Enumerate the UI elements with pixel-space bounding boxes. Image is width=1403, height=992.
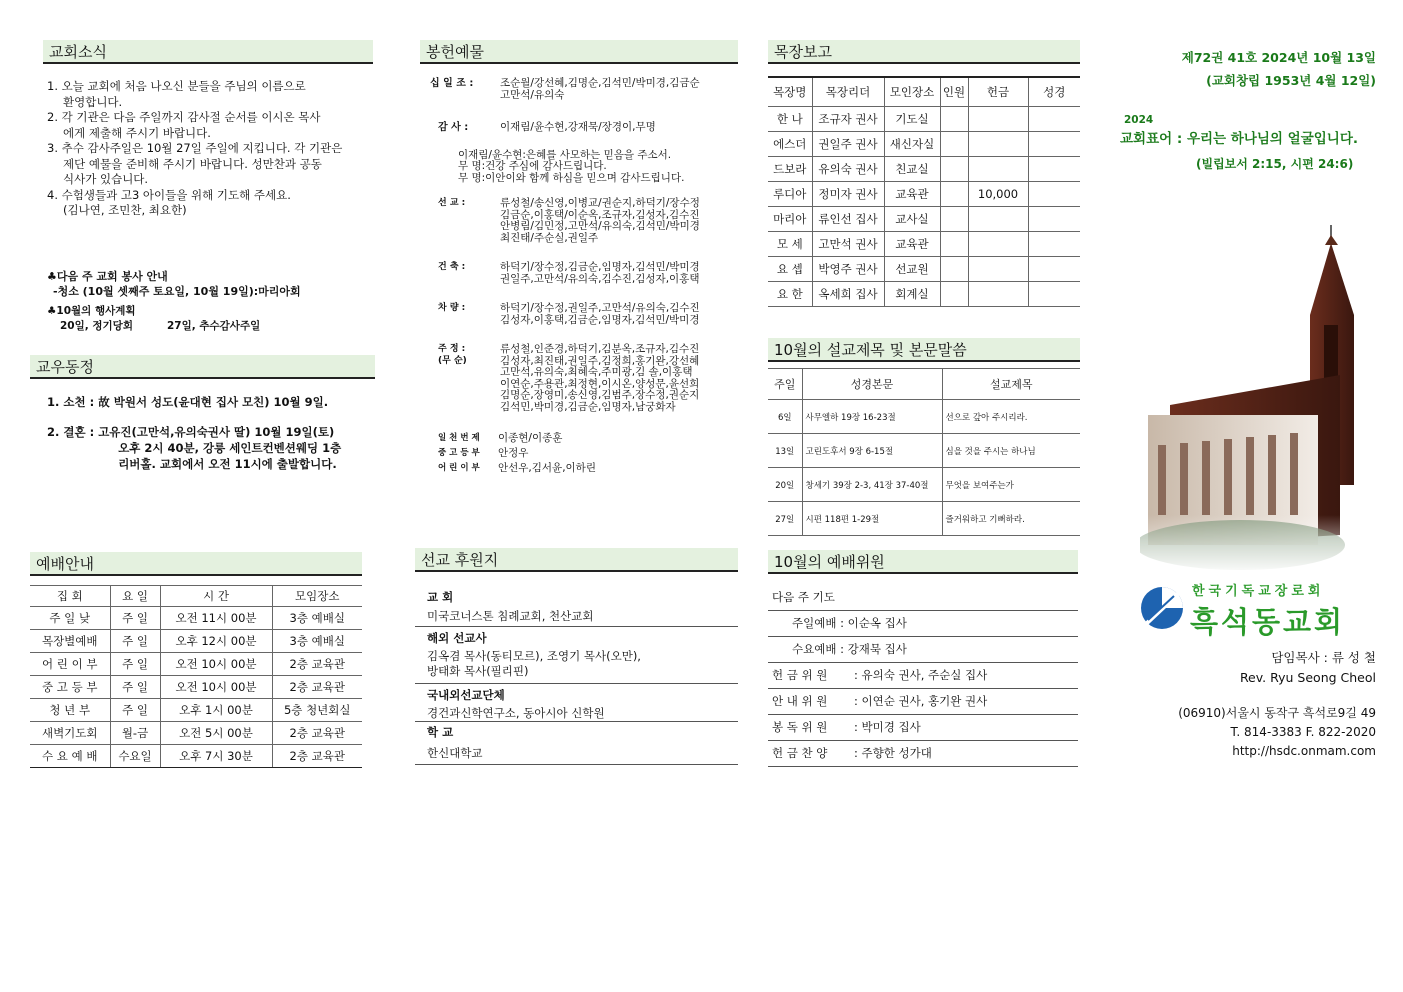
shepherd-cell: 한 나 xyxy=(768,106,812,131)
plan-item: 27일, 추수감사주일 xyxy=(166,320,261,332)
church-name: 흑석동교회 xyxy=(1190,605,1346,639)
offering-names: 조순월/강선혜,김명순,김석민/박미경,김금순 xyxy=(500,77,700,89)
shepherd-cell xyxy=(1028,231,1080,256)
news-item: 3. 추수 감사주일은 10월 27일 주일에 지킵니다. 각 기관은 제단 예물을 준비해 주시기 바랍니다. 성만찬과 공동 식사가 있습니다. xyxy=(47,141,343,186)
shepherd-cell xyxy=(1028,281,1080,306)
worship-header xyxy=(30,552,362,576)
committee-next-label: 다음 주 기도 xyxy=(768,585,1078,611)
news-item: 1. 오늘 교회에 처음 나오신 분들을 주님의 이름으로 환영합니다. xyxy=(47,79,306,109)
shepherd-row xyxy=(768,256,1080,281)
committee-title: 10월의 예배위원 xyxy=(774,553,885,571)
members-header xyxy=(30,355,375,379)
sermon-row xyxy=(768,468,1080,502)
worship-row xyxy=(30,630,362,653)
sermon-cell: 심을 것을 주시는 하나님 xyxy=(942,434,1080,468)
worship-col-header: 집 회 xyxy=(30,586,110,607)
shepherd-cell xyxy=(1028,206,1080,231)
shepherd-cell: 교육관 xyxy=(884,231,940,256)
shepherd-col-header: 목장명 xyxy=(768,77,812,106)
committee-row: 헌 금 위 원 : 유의숙 권사, 주순실 집사 xyxy=(768,663,1078,689)
committee-value: 박미경 집사 xyxy=(861,720,921,734)
phone: T. 814-3383 F. 822-2020 xyxy=(1230,725,1376,739)
offering-extra xyxy=(430,431,730,476)
pastor-info xyxy=(1150,648,1376,688)
church-building-illustration xyxy=(1140,225,1372,575)
shepherd-cell: 박영주 권사 xyxy=(812,256,884,281)
shepherd-cell xyxy=(968,231,1028,256)
sermon-cell: 즐거워하고 기뻐하라. xyxy=(942,502,1080,536)
plan-item: 20일, 정기당회 xyxy=(60,320,133,332)
shepherd-cell xyxy=(1028,181,1080,206)
committee-row: 안 내 위 원 : 이연순 권사, 홍기완 권사 xyxy=(768,689,1078,715)
sermon-cell: 13일 xyxy=(768,434,802,468)
worship-cell: 주 일 xyxy=(110,699,160,722)
shepherd-cell: 유의숙 권사 xyxy=(812,156,884,181)
pastor-korean: 담임목사 : 류 성 철 xyxy=(1271,650,1376,665)
offering-sublabel: (무 순) xyxy=(438,355,467,366)
offering-label: 선 교 : xyxy=(438,198,466,208)
shepherd-cell: 고만석 권사 xyxy=(812,231,884,256)
worship-cell: 오전 5시 00분 xyxy=(160,722,272,745)
members-text: 고유진(고만석,유의숙권사 딸) 10월 19일(토) xyxy=(98,425,335,439)
offering-label: 차 량 : xyxy=(438,303,466,313)
offerings-header xyxy=(420,40,738,64)
shepherd-cell: 옥세희 집사 xyxy=(812,281,884,306)
service-title: ♣다음 주 교회 봉사 안내 xyxy=(47,270,168,283)
worship-cell: 오후 1시 00분 xyxy=(160,699,272,722)
offering-names: 고만석/유의숙 xyxy=(500,88,565,101)
shepherd-row xyxy=(768,131,1080,156)
shepherd-cell xyxy=(940,131,968,156)
worship-row xyxy=(30,722,362,745)
shepherd-table xyxy=(768,76,1080,307)
worship-cell: 2층 교육관 xyxy=(272,653,362,676)
offering-group: 차 량 : 하덕기/장수정,권일주,고만석/유의숙,김수진 김성자,이홍택,김금순,임명자,김석민/박미경 xyxy=(430,303,730,326)
offering-label: 건 축 : xyxy=(438,262,466,272)
shepherd-row xyxy=(768,206,1080,231)
worship-cell: 2층 교육관 xyxy=(272,745,362,768)
service-detail: -청소 (10월 셋째주 토요일, 10월 19일):마리아회 xyxy=(53,285,301,298)
members-title: 교우동정 xyxy=(36,358,94,376)
offering-note: 무 명:이안이와 함께 하심을 믿으며 감사드립니다. xyxy=(458,171,685,184)
committee-label: 주일예배 xyxy=(792,616,837,630)
shepherd-cell: 친교실 xyxy=(884,156,940,181)
shepherd-col-header: 모인장소 xyxy=(884,77,940,106)
shepherd-cell: 요 셉 xyxy=(768,256,812,281)
news-title: 교회소식 xyxy=(49,43,107,61)
news-header xyxy=(43,40,373,64)
sermons-col-header: 성경본문 xyxy=(802,369,942,400)
mission-category: 교 회 xyxy=(427,590,454,604)
sermon-row xyxy=(768,502,1080,536)
worship-cell: 오후 12시 00분 xyxy=(160,630,272,653)
committee-value: 이연순 권사, 홍기완 권사 xyxy=(861,694,988,708)
shepherd-col-header: 목장리더 xyxy=(812,77,884,106)
members-label: 2. 결혼 : xyxy=(47,425,95,439)
shepherd-cell: 회계실 xyxy=(884,281,940,306)
worship-cell: 수요일 xyxy=(110,745,160,768)
offering-note: 무 명:건강 주심에 감사드립니다. xyxy=(458,160,607,172)
offering-group xyxy=(430,122,730,134)
shepherd-cell: 류인선 집사 xyxy=(812,206,884,231)
shepherd-header xyxy=(768,40,1080,64)
committee-label: 안 내 위 원 xyxy=(772,694,828,708)
motto-block xyxy=(1120,114,1390,172)
sermon-cell: 무엇을 보여주는가 xyxy=(942,468,1080,502)
sermon-cell: 고린도후서 9장 6-15절 xyxy=(802,434,942,468)
plan-title: ♣10월의 행사계획 xyxy=(47,305,136,317)
shepherd-cell: 10,000 xyxy=(968,181,1028,206)
shepherd-cell: 새신자실 xyxy=(884,131,940,156)
shepherd-col-header: 인원 xyxy=(940,77,968,106)
mission-category: 국내외선교단체 xyxy=(427,688,505,702)
shepherd-cell xyxy=(968,156,1028,181)
shepherd-cell xyxy=(1028,156,1080,181)
worship-cell: 2층 교육관 xyxy=(272,676,362,699)
shepherd-cell: 루디아 xyxy=(768,181,812,206)
members-text: 리버홀. 교회에서 오전 11시에 출발합니다. xyxy=(118,457,337,471)
worship-col-header: 요 일 xyxy=(110,586,160,607)
sermon-cell: 6일 xyxy=(768,400,802,434)
worship-cell: 중 고 등 부 xyxy=(30,676,110,699)
worship-cell: 2층 교육관 xyxy=(272,722,362,745)
offering-names: 안선우,김서윤,이하린 xyxy=(498,462,596,474)
sermons-title: 10월의 설교제목 및 본문말씀 xyxy=(774,341,967,359)
worship-title: 예배안내 xyxy=(36,555,94,573)
worship-cell: 오전 11시 00분 xyxy=(160,607,272,630)
shepherd-cell xyxy=(1028,106,1080,131)
worship-cell: 청 년 부 xyxy=(30,699,110,722)
shepherd-cell xyxy=(968,206,1028,231)
news-item: 4. 수험생들과 고3 아이들을 위해 기도해 주세요. (김나연, 조민찬, 최요한) xyxy=(47,187,291,217)
mission-title: 선교 후원지 xyxy=(421,551,499,569)
shepherd-cell: 에스더 xyxy=(768,131,812,156)
worship-cell: 주 일 xyxy=(110,653,160,676)
committee-value: 강재묵 집사 xyxy=(847,642,907,656)
sermons-col-header: 주일 xyxy=(768,369,802,400)
mission-category: 학 교 xyxy=(427,725,454,739)
worship-row xyxy=(30,745,362,768)
members-text: 오후 2시 40분, 강릉 세인트컨벤션웨딩 1층 xyxy=(118,441,342,455)
offering-names: 이재림/윤수현,강재묵/장경이,무명 xyxy=(500,121,656,133)
committee-value: 유의숙 권사, 주순실 집사 xyxy=(861,668,988,682)
offering-group: 주 정 : (무 순) 류성철,인준경,하덕기,김분옥,조규자,김수진 김성자,최진태,권일주,김정희,홍기완,강선혜 고만석,유의숙,최혜숙,주미광,김 솔,이홍택 이연순,주용관,최정현,이시온,양성문,윤선희 김명순,장영미,송신영,김범주,장수정,권순지 김석민,박미경,김금순,임명자,남궁화자 xyxy=(438,343,700,413)
offering-group: 선 교 : 류성철/송신영,이병교/권순지,하덕기/장수정 김금순,이홍택/이순옥,조규자,김성자,김수진 안병림/김민정,고만석/유의숙,김석민/박미경 최진태/주순실,권일주 xyxy=(430,198,730,244)
shepherd-cell: 드보라 xyxy=(768,156,812,181)
worship-cell: 주 일 xyxy=(110,630,160,653)
committee-label: 헌 금 위 원 xyxy=(772,668,828,682)
shepherd-cell: 정미자 권사 xyxy=(812,181,884,206)
members-text: 故 박원서 성도(윤대현 집사 모친) 10월 9일. xyxy=(98,395,329,409)
offering-group xyxy=(430,78,730,101)
offering-label: 일 천 번 제 xyxy=(438,433,480,443)
worship-col-header: 시 간 xyxy=(160,586,272,607)
mission-text: 한신대학교 xyxy=(415,742,738,765)
shepherd-col-header: 헌금 xyxy=(968,77,1028,106)
shepherd-row xyxy=(768,156,1080,181)
shepherd-cell xyxy=(940,281,968,306)
offering-label: 중 고 등 부 xyxy=(438,448,480,458)
committee-value: 주향한 성가대 xyxy=(861,746,932,760)
news-list xyxy=(47,79,377,219)
shepherd-cell xyxy=(1028,256,1080,281)
website-link[interactable]: http://hsdc.onmam.com xyxy=(1232,744,1376,758)
worship-cell: 오후 7시 30분 xyxy=(160,745,272,768)
worship-cell: 주 일 xyxy=(110,607,160,630)
mission-text: 경건과신학연구소, 동아시아 신학원 xyxy=(415,706,738,722)
worship-cell: 주 일 xyxy=(110,676,160,699)
service-notice xyxy=(47,269,301,299)
shepherd-cell xyxy=(968,281,1028,306)
shepherd-cell xyxy=(1028,131,1080,156)
worship-cell: 오전 10시 00분 xyxy=(160,653,272,676)
shepherd-col-header: 성경 xyxy=(1028,77,1080,106)
offering-names: 안정우 xyxy=(498,447,529,459)
members-label: 1. 소천 : xyxy=(47,395,95,409)
mission-text: 미국코너스톤 침례교회, 천산교회 xyxy=(415,607,738,627)
event-plan xyxy=(47,304,260,334)
committee-row: 수요예배 : 강재묵 집사 xyxy=(768,637,1078,663)
motto-verse: (빌립보서 2:15, 시편 24:6) xyxy=(1196,157,1354,171)
shepherd-cell xyxy=(940,206,968,231)
shepherd-cell: 조규자 권사 xyxy=(812,106,884,131)
committee-label: 헌 금 찬 양 xyxy=(772,746,828,760)
worship-row xyxy=(30,676,362,699)
offering-group: 건 축 : 하덕기/장수정,김금순,임명자,김석민/박미경 권일주,고만석/유의숙,김수진,김성자,이홍택 xyxy=(430,262,730,285)
shepherd-cell: 요 한 xyxy=(768,281,812,306)
mission-header xyxy=(415,548,738,572)
shepherd-row xyxy=(768,231,1080,256)
sermon-cell: 창세기 39장 2-3, 41장 37-40절 xyxy=(802,468,942,502)
motto-year: 2024 xyxy=(1124,114,1154,126)
shepherd-cell: 기도실 xyxy=(884,106,940,131)
worship-cell: 새벽기도회 xyxy=(30,722,110,745)
pastor-english: Rev. Ryu Seong Cheol xyxy=(1239,670,1376,685)
founded-date: (교회창립 1953년 4월 12일) xyxy=(1206,73,1376,88)
sermon-cell: 선으로 갚아 주시리라. xyxy=(942,400,1080,434)
shepherd-cell: 모 세 xyxy=(768,231,812,256)
committee-label: 수요예배 xyxy=(792,642,837,656)
members-list xyxy=(47,394,377,472)
worship-cell: 3층 예배실 xyxy=(272,607,362,630)
offering-label: 감 사 : xyxy=(438,122,469,133)
sermon-cell: 사무엘하 19장 16-23절 xyxy=(802,400,942,434)
worship-cell: 오전 10시 00분 xyxy=(160,676,272,699)
committee-row: 주일예배 : 이순옥 집사 xyxy=(768,611,1078,637)
mission-text: 김옥겸 목사(동티모르), 조영기 목사(오만), 방태화 목사(필리핀) xyxy=(415,649,738,684)
offerings-list xyxy=(430,78,730,476)
shepherd-row xyxy=(768,181,1080,206)
offering-label: 주 정 : xyxy=(438,344,466,354)
shepherd-cell xyxy=(968,256,1028,281)
sermon-cell: 20일 xyxy=(768,468,802,502)
shepherd-cell: 권일주 권사 xyxy=(812,131,884,156)
committee-row: 봉 독 위 원 : 박미경 집사 xyxy=(768,715,1078,741)
committee-value: 이순옥 집사 xyxy=(847,616,907,630)
worship-col-header: 모임장소 xyxy=(272,586,362,607)
address: (06910)서울시 동작구 흑석로9길 49 xyxy=(1178,706,1376,720)
committee-label: 봉 독 위 원 xyxy=(772,720,828,734)
worship-cell: 주 일 낮 xyxy=(30,607,110,630)
denomination-emblem-icon xyxy=(1140,586,1184,630)
shepherd-row xyxy=(768,281,1080,306)
sermons-header xyxy=(768,338,1080,362)
mission-category: 해외 선교사 xyxy=(427,631,487,645)
shepherd-cell xyxy=(940,181,968,206)
sermon-cell: 27일 xyxy=(768,502,802,536)
shepherd-row xyxy=(768,106,1080,131)
offering-label: 어 린 이 부 xyxy=(438,463,480,473)
shepherd-cell xyxy=(940,106,968,131)
mission-list xyxy=(415,589,738,765)
shepherd-title: 목장보고 xyxy=(774,43,832,61)
motto: 교회표어 : 우리는 하나님의 얼굴입니다. xyxy=(1120,131,1358,147)
shepherd-cell: 선교원 xyxy=(884,256,940,281)
worship-cell: 어 린 이 부 xyxy=(30,653,110,676)
worship-row xyxy=(30,607,362,630)
worship-row xyxy=(30,653,362,676)
worship-cell: 5층 청년회실 xyxy=(272,699,362,722)
shepherd-cell xyxy=(940,231,968,256)
offering-label: 십 일 조 : xyxy=(430,78,474,89)
shepherd-cell: 교육관 xyxy=(884,181,940,206)
worship-cell: 월-금 xyxy=(110,722,160,745)
worship-cell: 목장별예배 xyxy=(30,630,110,653)
worship-row xyxy=(30,699,362,722)
sermons-col-header: 설교제목 xyxy=(942,369,1080,400)
sermons-table xyxy=(768,368,1080,536)
worship-table xyxy=(30,585,362,768)
news-item: 2. 각 기관은 다음 주일까지 감사절 순서를 이시온 목사 에게 제출해 주시기 바랍니다. xyxy=(47,110,321,140)
church-logo xyxy=(1140,586,1184,630)
offering-names: 이종현/이종훈 xyxy=(498,432,563,444)
shepherd-cell xyxy=(968,106,1028,131)
shepherd-cell: 마리아 xyxy=(768,206,812,231)
offering-note: 이재림/윤수현:은혜를 사모하는 믿음을 주소서. xyxy=(458,148,672,161)
shepherd-cell: 교사실 xyxy=(884,206,940,231)
worship-cell: 3층 예배실 xyxy=(272,630,362,653)
shepherd-cell xyxy=(968,131,1028,156)
committee-list xyxy=(768,585,1078,767)
sermon-row xyxy=(768,400,1080,434)
committee-header xyxy=(768,550,1078,574)
sermon-cell: 시편 118편 1-29절 xyxy=(802,502,942,536)
contact-info xyxy=(1120,704,1376,761)
worship-cell: 수 요 예 배 xyxy=(30,745,110,768)
sermon-row xyxy=(768,434,1080,468)
issue-number: 제72권 41호 2024년 10월 13일 xyxy=(1181,50,1376,65)
issue-info xyxy=(1120,46,1376,92)
denomination-name: 한국기독교장로회 xyxy=(1192,584,1325,599)
committee-row: 헌 금 찬 양 : 주향한 성가대 xyxy=(768,741,1078,767)
shepherd-cell xyxy=(940,156,968,181)
shepherd-cell xyxy=(940,256,968,281)
offerings-title: 봉헌예물 xyxy=(426,43,484,61)
offering-notes xyxy=(430,150,730,185)
